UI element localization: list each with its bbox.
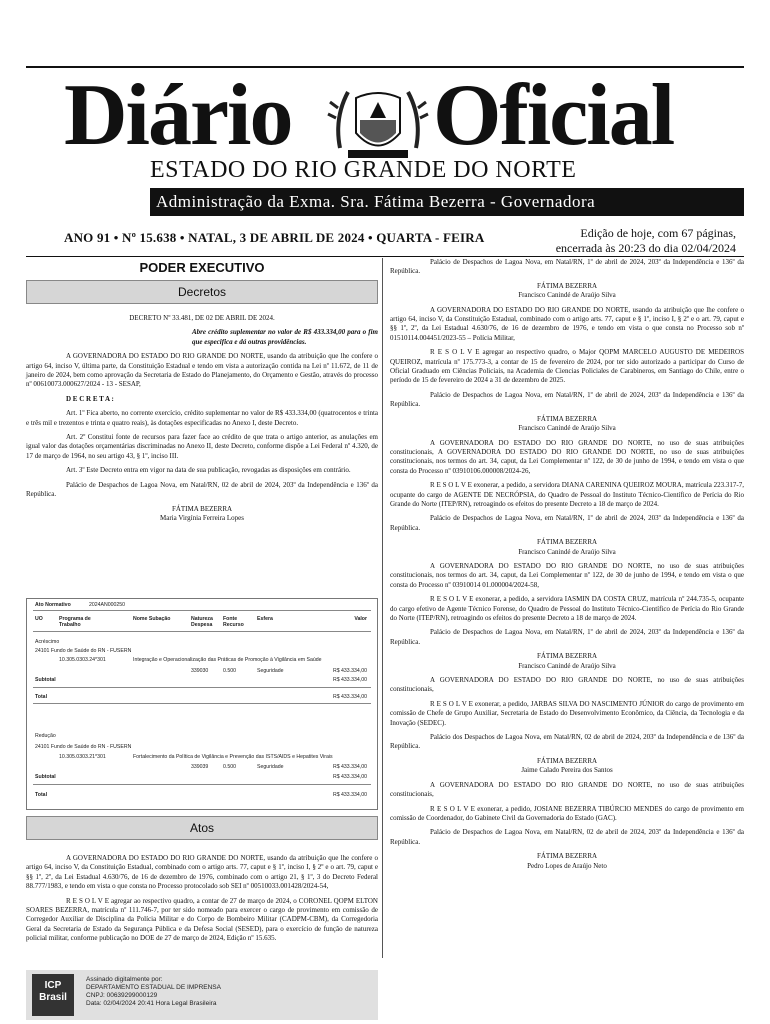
row-total-value-2: R$ 433.334,00 xyxy=(332,792,367,798)
table-rule xyxy=(33,687,371,688)
act-paragraph: R E S O L V E exonerar, a pedido, a servidora DIANA CARENINA QUEIROZ MOURA, matrícula 223.317-7, ocupante do cargo de AGENTE DE NECRÓPSIA, do Quadro de Pessoal do Instituto Técnico-Científico de Perícia do Rio Grande do Norte (ITEP/RN), retroagindo os efeitos do presente Decreto a 18 de março de 2024. xyxy=(390,481,744,508)
right-column xyxy=(390,258,744,876)
decree-number: DECRETO Nº 33.481, DE 02 DE ABRIL DE 2024. xyxy=(129,314,275,322)
section-banner-decretos: Decretos xyxy=(26,280,378,304)
signatory-governor: FÁTIMA BEZERRA xyxy=(536,852,598,861)
row-total-value-1: R$ 433.334,00 xyxy=(332,694,367,700)
row-desc-2: Fortalecimento da Política de Vigilância e Prevenção das ISTS/AIDS e Hepatites Virais xyxy=(133,754,333,760)
decree-decreta: D E C R E T A : xyxy=(66,394,114,403)
row-fonte-1: 0.500 xyxy=(223,668,236,674)
decree-preamble: A GOVERNADORA DO ESTADO DO RIO GRANDE DO NORTE, usando da atribuição que lhe confere o artigo 64, inciso V, última parte, da Constituição Estadual e tendo em vista a autorização contida na Lei nº 11.672, de 11 de janeiro de 2024, bem como aprovação da Secretaria de Estado do Planejamento, do Orçamento e Gestão, através do processo nº 00610073.000627/2024 - 13 - SESAP, xyxy=(26,352,378,389)
act-paragraph: A GOVERNADORA DO ESTADO DO RIO GRANDE DO NORTE, no uso de suas atribuições constitucionais, A GOVERNADORA DO ESTADO DO RIO GRANDE DO NORTE, no uso de suas atribuições constitucionais, nos termos do art. 34, caput, da Lei Complementar nº 122, de 30 de junho de 1994, e tendo em vista o que consta do Processo nº 03910106.000008/2024-26, xyxy=(390,438,744,475)
signatory-secretary: Maria Virgínia Ferreira Lopes xyxy=(160,513,244,522)
row-subtotal-2: Subtotal xyxy=(35,774,56,780)
signatory-secretary: Francisco Canindé de Araújo Silva xyxy=(518,291,616,300)
icp-brasil-logo: ICP Brasil xyxy=(32,974,74,1016)
masthead-word-diario: Diário xyxy=(64,67,292,164)
left-column xyxy=(26,258,378,528)
state-name: ESTADO DO RIO GRANDE DO NORTE xyxy=(150,157,577,183)
decree-art-2: Art. 2º Constitui fonte de recursos para fazer face ao crédito de que trata o artigo anterior, as anulações em igual valor das dotações orçamentárias discriminadas no Anexo II, deste Decreto, conforme dispõe a Lei Federal nº 4.320, de 17 de março de 1964, no seu artigo 43, § 1º, inciso III. xyxy=(26,433,378,460)
signatory-governor: FÁTIMA BEZERRA xyxy=(536,414,598,423)
column-divider xyxy=(382,258,383,958)
row-subtotal-1: Subtotal xyxy=(35,677,56,683)
signature-line-1: Assinado digitalmente por: xyxy=(86,976,163,983)
act-paragraph: R E S O L V E agregar ao respectivo quadro, o Major QOPM MARCELO AUGUSTO DE MEDEIROS QUEIROZ, matrícula nº 175.773-3, a contar de 15 de fevereiro de 2024, por ter sido autorizado a participar do Curso de Oficial Graduado em Ciências Policiais, na Academia de Ciencias Policiales de Carabineros, em Santiago do Chile, entre o período de 15 de fevereiro de 2024 a 31 de dezembro de 2025. xyxy=(390,348,744,385)
act-paragraph: R E S O L V E exonerar, a pedido, JOSIANE BEZERRA TIBÚRCIO MENDES do cargo de provimento em comissão de Coordenador, do Gabinete Civil da Governadoria do Estado (GAC). xyxy=(390,804,744,822)
act-paragraph: R E S O L V E exonerar, a pedido, a servidora IASMIN DA COSTA CRUZ, matrícula nº 244.735-5, ocupante do cargo efetivo de Agente Técnico Forense, do Quadro de Pessoal do Instituto Técnico-Científico de Perícia do Rio Grande do Norte (ITEP/RN), retroagindo os efeitos do presente Decreto a 18 de março de 2024. xyxy=(390,595,744,622)
digital-signature-stamp xyxy=(26,970,378,1020)
signatory-secretary: Francisco Canindé de Araújo Silva xyxy=(518,547,616,556)
row-reducao: Redução xyxy=(35,733,56,739)
row-nat-1: 339030 xyxy=(191,668,209,674)
col-valor: Valor xyxy=(354,616,367,622)
row-program-2: 10.305.0303.21*301 xyxy=(59,754,106,760)
signatory-secretary: Pedro Lopes de Araújo Neto xyxy=(527,861,607,870)
act-paragraph: A GOVERNADORA DO ESTADO DO RIO GRANDE DO NORTE, no uso de suas atribuições constitucionais, xyxy=(390,780,744,799)
signatory-secretary: Jaime Calado Pereira dos Santos xyxy=(521,766,613,775)
signature-text xyxy=(86,976,221,1008)
row-valor-2: R$ 433.334,00 xyxy=(332,764,367,770)
act-paragraph: Palácio de Despachos de Lagoa Nova, em Natal/RN, 1º de abril de 2024, 203º da Independência e 136º da República. xyxy=(390,258,744,276)
act-paragraph: Palácio de Despachos de Lagoa Nova, em Natal/RN, 1º de abril de 2024, 203º da Independência e 136º da República. xyxy=(390,514,744,532)
row-subtotal-value-1: R$ 433.334,00 xyxy=(332,677,367,683)
row-total-1: Total xyxy=(35,694,48,700)
administration-bar: Administração da Exma. Sra. Fátima Bezerra - Governadora xyxy=(150,188,744,216)
masthead-word-oficial: Oficial xyxy=(433,67,674,164)
col-natureza: Natureza Despesa xyxy=(191,616,213,628)
row-program-1: 10.305.0303.24*301 xyxy=(59,657,106,663)
row-esfera-1: Seguridade xyxy=(257,668,284,674)
row-nat-2: 339039 xyxy=(191,764,209,770)
decree-place-date: Palácio de Despachos de Lagoa Nova, em Natal/RN, 02 de abril de 2024, 203º da Independência e 136º da República. xyxy=(26,480,378,499)
atos-text xyxy=(26,854,378,949)
col-nome-subacao: Nome Subação xyxy=(133,616,171,622)
section-heading: PODER EXECUTIVO xyxy=(139,260,265,275)
edition-closed: encerrada às 20:23 do dia 02/04/2024 xyxy=(555,241,736,255)
signatory-governor: FÁTIMA BEZERRA xyxy=(536,652,598,661)
signatory-governor: FÁTIMA BEZERRA xyxy=(536,538,598,547)
row-fund: 24101 Fundo de Saúde do RN - FUSERN xyxy=(35,648,132,654)
signature-line-3: CNPJ: 00639299000129 xyxy=(86,992,158,999)
row-fund-2: 24101 Fundo de Saúde do RN - FUSERN xyxy=(35,744,132,750)
signature-line-4: Data: 02/04/2024 20:41 Hora Legal Brasileira xyxy=(86,1000,217,1007)
signature-line-2: DEPARTAMENTO ESTADUAL DE IMPRENSA xyxy=(86,984,221,991)
col-uo: UO xyxy=(35,616,43,622)
decree-art-1: Art. 1º Fica aberto, no corrente exercício, crédito suplementar no valor de R$ 433.334,00 (quatrocentos e trinta e três mil e trezentos e trinta e quatro reais), às dotações especificadas no Anexo I, deste Decreto. xyxy=(26,409,378,427)
table-rule xyxy=(33,610,371,611)
atos-paragraph-1: A GOVERNADORA DO ESTADO DO RIO GRANDE DO NORTE, usando da atribuição que lhe confere o artigo 64, inciso V, da Constituição Estadual, combinado com o artigo arts. 77, caput e § 1º, inciso I, § 2º e o art. 79, caput e §§ 1º, 2º, da Lei Estadual 4.630/76, de 16 de dezembro de 1976, combinado com o artigo 21, § 1º, 3 do Decreto Federal 88.777/1983, e tendo em vista o que consta no Processo protocolado sob SEI nº 00510033.001428/2024-54, xyxy=(26,854,378,891)
ato-label: Ato Normativo xyxy=(35,602,71,608)
act-paragraph: R E S O L V E exonerar, a pedido, JARBAS SILVA DO NASCIMENTO JÚNIOR do cargo de provimento em comissão de Chefe de Grupo Auxiliar, Secretaria de Estado do Desenvolvimento Econômico, da Ciência, da Tecnologia e da Inovação (SEDEC). xyxy=(390,699,744,727)
col-esfera: Esfera xyxy=(257,616,273,622)
edition-note xyxy=(540,226,736,256)
row-fonte-2: 0.500 xyxy=(223,764,236,770)
act-paragraph: A GOVERNADORA DO ESTADO DO RIO GRANDE DO NORTE, no uso de suas atribuições constitucionais, nos termos do art. 34, caput, da Lei Complementar nº 122, de 30 de junho de 1994, e tendo em vista o que consta do Processo nº 03910014 01.000004/2024-58, xyxy=(390,561,744,589)
col-programa: Programa de Trabalho xyxy=(59,616,91,628)
signatory-governor: FÁTIMA BEZERRA xyxy=(171,504,233,513)
col-fonte: Fonte Recurso xyxy=(223,616,244,628)
row-total-2: Total xyxy=(35,792,48,798)
row-esfera-2: Seguridade xyxy=(257,764,284,770)
act-paragraph: A GOVERNADORA DO ESTADO DO RIO GRANDE DO NORTE, usando da atribuição que lhe confere o artigo 64, inciso V, da Constituição Estadual, combinado com o artigo arts. 77, caput e § 1º, inciso I, § 2º e o art. 79, caput e §§ 1º, 2º, da Lei Estadual 4.630/76, de 16 de dezembro de 1976, e tendo em vista o que consta no Processo sob nº 01510114.004451/2023-55 – Polícia Militar, xyxy=(390,305,744,342)
act-paragraph: Palácio dos Despachos de Lagoa Nova, em Natal/RN, 02 de abril de 2024, 203º da Independência e de 136º da República. xyxy=(390,733,744,751)
row-desc-1: Integração e Operacionalização das Práticas de Promoção à Vigilância em Saúde xyxy=(133,657,322,663)
edition-pages: Edição de hoje, com 67 páginas, xyxy=(580,226,736,240)
ato-value: 2024AN000250 xyxy=(89,602,126,608)
row-subtotal-value-2: R$ 433.334,00 xyxy=(332,774,367,780)
row-valor-1: R$ 433.334,00 xyxy=(332,668,367,674)
signatory-secretary: Francisco Canindé de Araújo Silva xyxy=(518,661,616,670)
signatory-governor: FÁTIMA BEZERRA xyxy=(536,281,598,290)
section-banner-atos: Atos xyxy=(26,816,378,840)
act-paragraph: Palácio de Despachos de Lagoa Nova, em Natal/RN, 1º de abril de 2024, 203º da Independência e 136º da República. xyxy=(390,390,744,409)
act-paragraph: Palácio de Despachos de Lagoa Nova, em Natal/RN, 02 de abril de 2024, 203º da Independência e 136º da República. xyxy=(390,828,744,846)
decree-art-3: Art. 3º Este Decreto entra em vigor na data de sua publicação, revogadas as disposições em contrário. xyxy=(66,466,351,475)
header-separator xyxy=(26,256,744,257)
edition-date-bar: ANO 91 • Nº 15.638 • NATAL, 3 DE ABRIL DE 2024 • QUARTA - FEIRA xyxy=(64,230,485,245)
act-paragraph: Palácio de Despachos de Lagoa Nova, em Natal/RN, 1º de abril de 2024, 203º da Independência e 136º da República. xyxy=(390,628,744,646)
act-paragraph: A GOVERNADORA DO ESTADO DO RIO GRANDE DO NORTE, no uso de suas atribuições constitucionais, xyxy=(390,676,744,694)
table-rule xyxy=(33,631,371,632)
row-acrescimo: Acréscimo xyxy=(35,639,60,645)
signatory-secretary: Francisco Canindé de Araújo Silva xyxy=(518,424,616,433)
table-rule xyxy=(33,703,371,704)
budget-annex-table xyxy=(26,598,378,810)
state-coat-of-arms-icon xyxy=(326,78,430,164)
table-rule xyxy=(33,784,371,785)
atos-section xyxy=(26,816,378,850)
decree-summary: Abre crédito suplementar no valor de R$ 433.334,00 para o fim que especifica e dá outras providências. xyxy=(192,328,378,346)
signatory-governor: FÁTIMA BEZERRA xyxy=(536,756,598,765)
atos-paragraph-2: R E S O L V E agregar ao respectivo quadro, a contar de 27 de março de 2024, o CORONEL QOPM ELTON SOARES BEZERRA, matrícula nº 111.746-7, por ter sido nomeado para exercer o cargo de provimento em comissão de Corregedor Auxiliar de Disciplina da Polícia Militar e do Corpo de Bombeiro Militar (CADPM-CBM), da Corregedoria Geral da Secretaria de Estado da Segurança Pública e da Defesa Social (SESED), para o exercício de função de natureza policial militar, conforme publicação no DOE de 27 de março de 2024, Edição nº 15.635. xyxy=(26,896,378,943)
